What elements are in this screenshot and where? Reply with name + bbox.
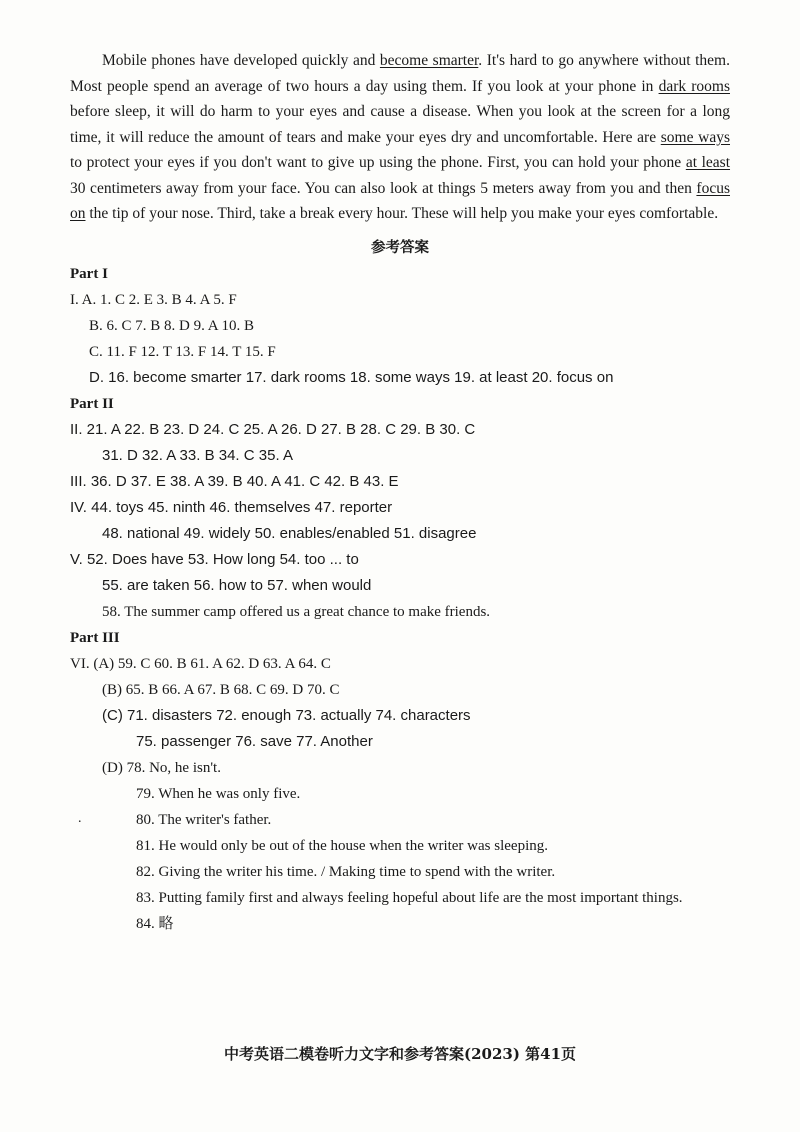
answer-line: I. A. 1. C 2. E 3. B 4. A 5. F	[70, 291, 237, 308]
answer-line: (B) 65. B 66. A 67. B 68. C 69. D 70. C	[102, 681, 340, 698]
answer-line: C. 11. F 12. T 13. F 14. T 15. F	[89, 343, 276, 360]
underlined-phrase: become smarter	[379, 52, 479, 69]
underlined-phrase: dark rooms	[658, 77, 730, 95]
passage-text: the tip of your nose. Third, take a break every hour. These will help you make your eyes comfortable.	[85, 205, 719, 222]
answer-line: 84. 略	[136, 915, 174, 932]
passage-text: 30 centimeters away from your face. You can also look at things 5 meters away from you and then	[70, 179, 697, 197]
passage-paragraph	[70, 48, 730, 227]
answer-line: B. 6. C 7. B 8. D 9. A 10. B	[89, 317, 255, 334]
answer-line: II. 21. A 22. B 23. D 24. C 25. A 26. D 27. B 28. C 29. B 30. C	[70, 420, 476, 438]
answer-line: 79. When he was only five.	[136, 785, 301, 802]
underlined-phrase: some ways	[660, 128, 730, 146]
part-heading: Part II	[70, 395, 114, 412]
answer-line: (D) 78. No, he isn't.	[102, 759, 221, 776]
answer-line: 58. The summer camp offered us a great chance to make friends.	[102, 603, 491, 620]
answer-line: 80. The writer's father.	[136, 811, 272, 828]
answer-line: VI. (A) 59. C 60. B 61. A 62. D 63. A 64. C	[70, 655, 331, 672]
passage-text: Mobile phones have developed quickly and	[102, 52, 380, 69]
answer-line: D. 16. become smarter 17. dark rooms 18. some ways 19. at least 20. focus on	[89, 368, 614, 386]
underlined-phrase: at least	[685, 154, 731, 171]
answer-line: 55. are taken 56. how to 57. when would	[102, 576, 372, 594]
answer-line: 75. passenger 76. save 77. Another	[136, 732, 373, 750]
part-heading: Part III	[70, 629, 120, 646]
page-footer: 中考英语二模卷听力文字和参考答案(2023) 第41页	[223, 1045, 577, 1063]
answer-line: 81. He would only be out of the house when the writer was sleeping.	[136, 837, 548, 854]
answer-line: (C) 71. disasters 72. enough 73. actually 74. characters	[102, 706, 471, 724]
page-content	[70, 48, 730, 937]
answer-line: III. 36. D 37. E 38. A 39. B 40. A 41. C 42. B 43. E	[70, 472, 399, 490]
answer-line: IV. 44. toys 45. ninth 46. themselves 47. reporter	[70, 498, 393, 516]
underlined-phrase: focus on	[70, 179, 730, 222]
answer-line: 82. Giving the writer his time. / Making time to spend with the writer.	[136, 863, 556, 880]
passage-text: to protect your eyes if you don't want to give up using the phone. First, you can hold your phone	[70, 154, 686, 171]
passage-text: before sleep, it will do harm to your eyes and cause a disease. When you look at the screen for a long time, it will reduce the amount of tears and make your eyes dry and uncomfortable. Here are	[70, 103, 730, 146]
answers-heading: 参考答案	[371, 239, 429, 256]
passage-text: . It's hard to go anywhere without them. Most people spend an average of two hours a day using them. If you look at your phone in	[70, 52, 730, 95]
answer-line: 83. Putting family first and always feeling hopeful about life are the most important things.	[136, 889, 683, 906]
stray-mark: .	[78, 811, 82, 826]
answer-line: 48. national 49. widely 50. enables/enabled 51. disagree	[102, 524, 477, 542]
listening-passage	[70, 48, 730, 227]
answer-line: V. 52. Does have 53. How long 54. too ... to	[70, 550, 359, 568]
part-heading: Part I	[70, 265, 108, 282]
answer-key	[70, 261, 730, 937]
answer-line: 31. D 32. A 33. B 34. C 35. A	[102, 446, 293, 464]
